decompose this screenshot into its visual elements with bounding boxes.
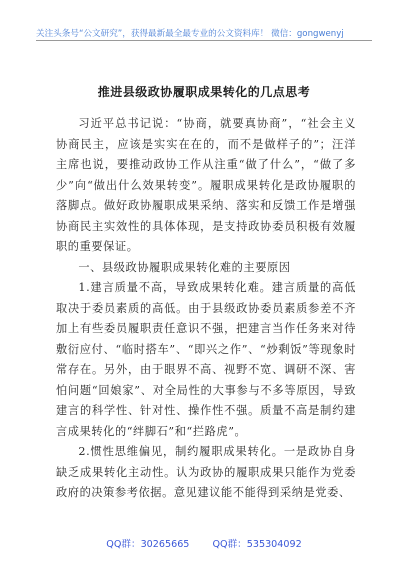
- paragraph-point-2: 2.惯性思维偏见，制约履职成果转化。一是政协自身缺乏成果转化主动性。认为政协的履职成果只能作为党委政府的决策参考依据。意见建议能不能得到采纳是党委、: [56, 445, 356, 499]
- page-footer: [0, 536, 408, 550]
- document-body: [56, 114, 356, 504]
- page-header: [0, 0, 408, 44]
- paragraph-intro: 习近平总书记说：“协商，就要真协商”，“社会主义协商民主，应该是实实在在的，而不是做样子的”；汪洋主席也说，要推动政协工作从注重“做了什么”，“做了多少”向“做出什么效果转变”。履职成果转化是政协履职的落脚点。做好政协履职成果采纳、落实和反馈工作是增强协商民主实效性的具体体现，是支持政协委员积极有效履职的重要保证。: [56, 117, 356, 253]
- footer-qq-group-1: QQ群：30265665: [106, 539, 190, 550]
- document-title: 推进县级政协履职成果转化的几点思考: [97, 85, 311, 99]
- paragraph-point-1: 1.建言质量不高，导致成果转化难。建言质量的高低取决于委员素质的高低。由于县级政协委员素质参差不齐加上有些委员履职责任意识不强，把建言当作任务来对待敷衍应付、“临时搭车”、“即兴之作”、“炒剩饭”等现象时常存在。另外，由于眼界不高、视野不宽、调研不深、害怕问题“回娘家”、对全局性的大事参与不多等原因，导致建言的科学性、针对性、操作性不强。质量不高是制约建言成果转化的“绊脚石”和“拦路虎”。: [56, 281, 356, 438]
- footer-qq-group-2: QQ群：535304092: [212, 539, 302, 550]
- section-heading: 一、县级政协履职成果转化难的主要原因: [78, 260, 291, 274]
- header-divider: [36, 40, 372, 41]
- header-notice: 关注头条号“公文研究”，获得最新最全最专业的公文资料库！ 微信：gongwenyj: [36, 29, 344, 39]
